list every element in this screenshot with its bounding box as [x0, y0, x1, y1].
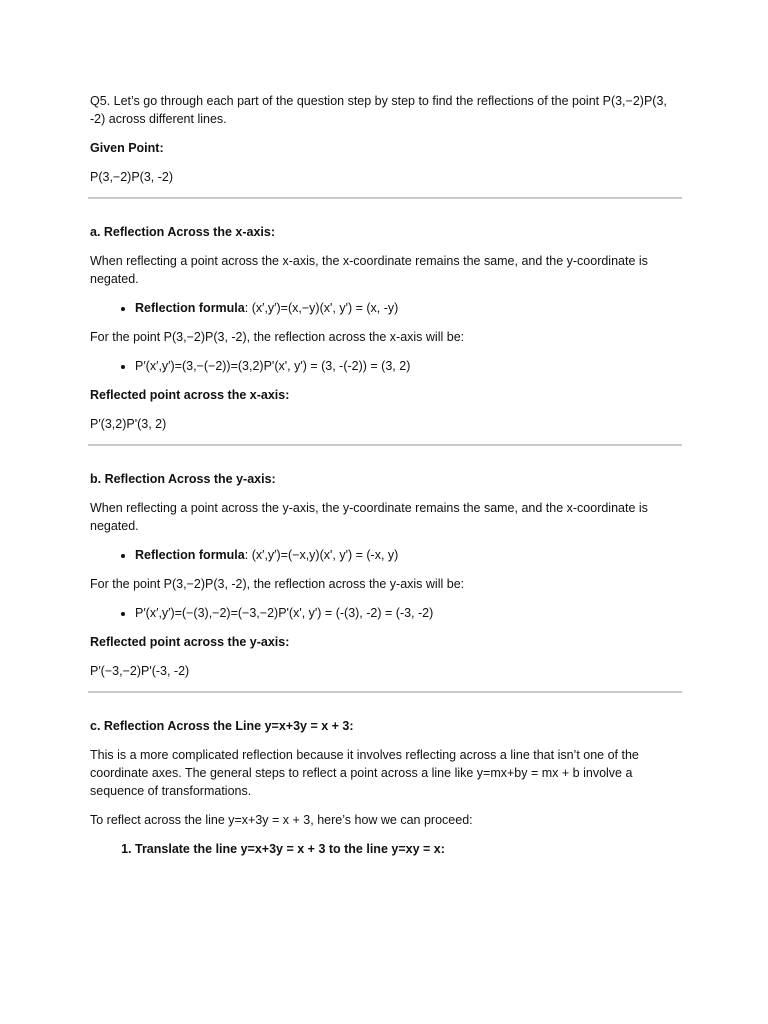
section-a-applied-item: • P′(x′,y′)=(3,−(−2))=(3,2)P'(x', y') = (3, -(-2)) = (3, 2): [135, 357, 680, 375]
section-c-step: 1. Translate the line y=x+3y = x + 3 to the line y=xy = x:: [135, 840, 680, 858]
section-b-result-heading: Reflected point across the y-axis:: [90, 635, 290, 649]
section-c-proceed: To reflect across the line y=x+3y = x + 3, here’s how we can proceed:: [90, 813, 473, 827]
section-b-formula-value: : (x′,y′)=(−x,y)(x', y') = (-x, y): [244, 548, 399, 562]
section-b-formula-label: Reflection formula: [135, 548, 245, 562]
section-c-heading: c. Reflection Across the Line y=x+3y = x + 3:: [90, 719, 354, 733]
section-a-formula-item: [135, 299, 680, 317]
section-a-applied-intro: For the point P(3,−2)P(3, -2), the reflection across the x-axis will be:: [90, 330, 465, 344]
section-c-steps-list: [90, 840, 680, 858]
section-a-formula-list: [90, 299, 680, 317]
section-b-applied-list: [90, 604, 680, 622]
divider: [88, 444, 682, 446]
section-b-result-value: P′(−3,−2)P'(-3, -2): [90, 664, 190, 678]
section-b-formula-item: [135, 546, 680, 564]
section-b-applied-intro: For the point P(3,−2)P(3, -2), the reflection across the y-axis will be:: [90, 577, 465, 591]
section-a-heading: a. Reflection Across the x-axis:: [90, 225, 276, 239]
section-a-result-value: P′(3,2)P'(3, 2): [90, 417, 167, 431]
section-b-description: When reflecting a point across the y-axis, the y-coordinate remains the same, and the x-coordinate is negated.: [90, 501, 648, 533]
document-page: [90, 92, 680, 869]
section-a-result-heading: Reflected point across the x-axis:: [90, 388, 290, 402]
given-value: P(3,−2)P(3, -2): [90, 170, 174, 184]
divider: [88, 691, 682, 693]
section-b-heading: b. Reflection Across the y-axis:: [90, 472, 276, 486]
section-b-applied-item: • P′(x′,y′)=(−(3),−2)=(−3,−2)P'(x', y') = (-(3), -2) = (-3, -2): [135, 604, 680, 622]
section-a-description: When reflecting a point across the x-axis, the x-coordinate remains the same, and the y-coordinate is negated.: [90, 254, 648, 286]
section-b-formula-list: [90, 546, 680, 564]
divider: [88, 197, 682, 199]
section-a-formula-label: Reflection formula: [135, 301, 245, 315]
given-heading: Given Point:: [90, 141, 164, 155]
section-a-formula-value: : (x′,y′)=(x,−y)(x', y') = (x, -y): [244, 301, 399, 315]
intro-text: Q5. Let’s go through each part of the question step by step to find the reflections of the point P(3,−2)P(3, -2) across different lines.: [90, 94, 667, 126]
section-c-description: This is a more complicated reflection because it involves reflecting across a line that isn’t one of the coordinate axes. The general steps to reflect a point across a line like y=mx+by = mx + b involve a sequence of transformations.: [90, 748, 639, 798]
section-a-applied-list: [90, 357, 680, 375]
